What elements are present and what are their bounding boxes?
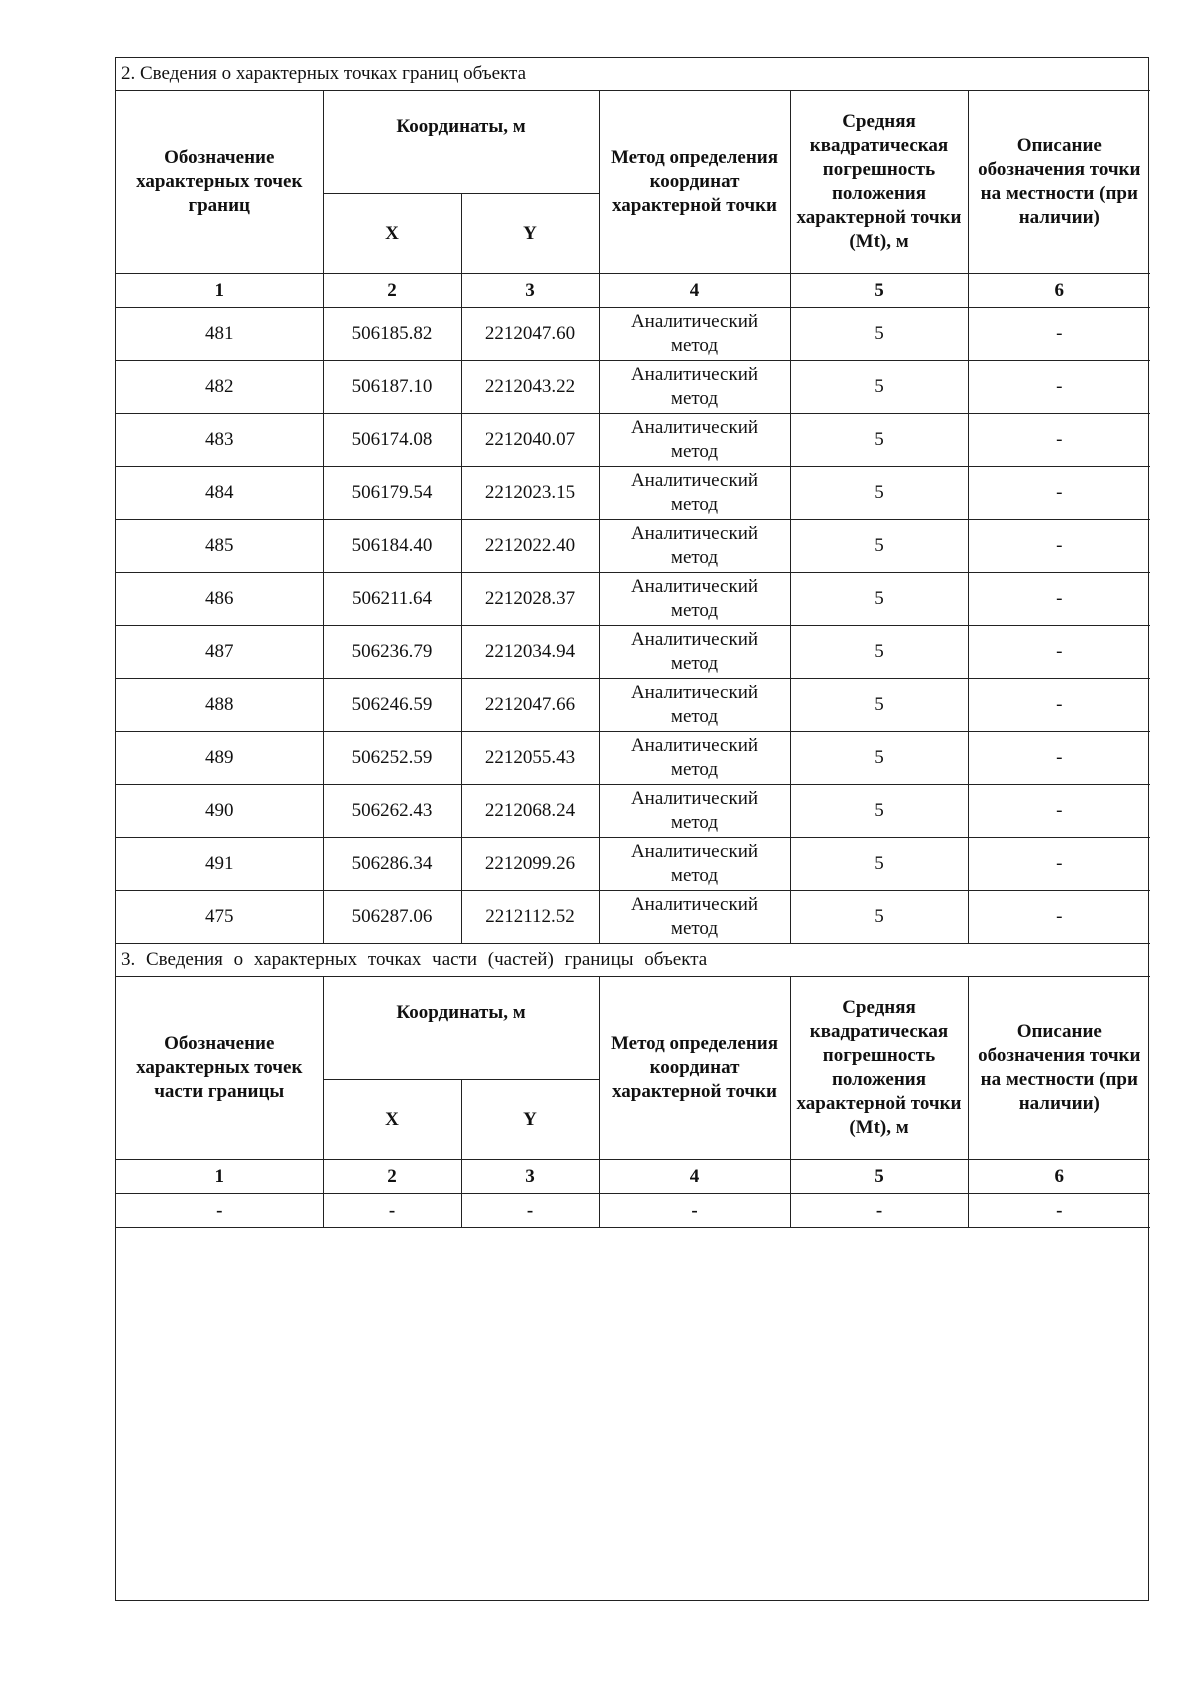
description: - (968, 785, 1150, 838)
column-number: 1 (116, 1160, 323, 1194)
header-method: Метод определения координат характерной точки (599, 91, 790, 274)
header-coordinates: Координаты, м (323, 91, 599, 194)
error-value: 5 (790, 891, 968, 944)
description: - (968, 679, 1150, 732)
description: - (968, 414, 1150, 467)
header-error: Средняя квадратическая погрешность положения характерной точки (Mt), м (790, 91, 968, 274)
empty-cell: - (323, 1194, 461, 1228)
section3-column-numbers (116, 1160, 1150, 1194)
column-number: 4 (599, 274, 790, 308)
method (599, 414, 790, 467)
description: - (968, 308, 1150, 361)
y-coordinate: 2212099.26 (461, 838, 599, 891)
header-coordinates: Координаты, м (323, 977, 599, 1080)
y-coordinate: 2212040.07 (461, 414, 599, 467)
x-coordinate: 506211.64 (323, 573, 461, 626)
point-id: 483 (116, 414, 323, 467)
x-coordinate: 506262.43 (323, 785, 461, 838)
error-value: 5 (790, 573, 968, 626)
header-y: Y (461, 1080, 599, 1160)
error-value: 5 (790, 361, 968, 414)
y-coordinate: 2212023.15 (461, 467, 599, 520)
method (599, 785, 790, 838)
section2-title-row (116, 58, 1150, 91)
y-coordinate: 2212055.43 (461, 732, 599, 785)
table-row (116, 361, 1150, 414)
table-row (116, 414, 1150, 467)
method-line-1: Аналитический (630, 735, 759, 756)
method (599, 838, 790, 891)
error-value: 5 (790, 838, 968, 891)
method (599, 732, 790, 785)
points-table (116, 58, 1150, 1228)
table-row (116, 308, 1150, 361)
column-number: 6 (968, 274, 1150, 308)
y-coordinate: 2212047.66 (461, 679, 599, 732)
point-id: 491 (116, 838, 323, 891)
x-coordinate: 506184.40 (323, 520, 461, 573)
method-line-2: метод (670, 494, 719, 515)
description: - (968, 573, 1150, 626)
section3-title-row (116, 944, 1150, 977)
method-line-1: Аналитический (630, 841, 759, 862)
point-id: 484 (116, 467, 323, 520)
header-method: Метод определения координат характерной точки (599, 977, 790, 1160)
y-coordinate: 2212022.40 (461, 520, 599, 573)
y-coordinate: 2212028.37 (461, 573, 599, 626)
error-value: 5 (790, 308, 968, 361)
method-line-2: метод (670, 335, 719, 356)
y-coordinate: 2212047.60 (461, 308, 599, 361)
table-row (116, 520, 1150, 573)
method-line-1: Аналитический (630, 417, 759, 438)
column-number: 2 (323, 274, 461, 308)
point-id: 482 (116, 361, 323, 414)
method-line-1: Аналитический (630, 364, 759, 385)
description: - (968, 626, 1150, 679)
section3-empty-row (116, 1194, 1150, 1228)
method-line-1: Аналитический (630, 629, 759, 650)
error-value: 5 (790, 520, 968, 573)
method (599, 626, 790, 679)
error-value: 5 (790, 467, 968, 520)
method (599, 308, 790, 361)
column-number: 5 (790, 1160, 968, 1194)
table-row (116, 785, 1150, 838)
point-id: 475 (116, 891, 323, 944)
error-value: 5 (790, 785, 968, 838)
header-x: X (323, 194, 461, 274)
column-number: 6 (968, 1160, 1150, 1194)
error-value: 5 (790, 679, 968, 732)
method-line-1: Аналитический (630, 523, 759, 544)
method-line-1: Аналитический (630, 788, 759, 809)
method-line-2: метод (670, 812, 719, 833)
table-row (116, 467, 1150, 520)
x-coordinate: 506246.59 (323, 679, 461, 732)
table-row (116, 573, 1150, 626)
header-y: Y (461, 194, 599, 274)
error-value: 5 (790, 626, 968, 679)
document-frame (115, 57, 1149, 1601)
point-id: 481 (116, 308, 323, 361)
x-coordinate: 506252.59 (323, 732, 461, 785)
column-number: 3 (461, 274, 599, 308)
point-id: 489 (116, 732, 323, 785)
method-line-1: Аналитический (630, 894, 759, 915)
method-line-2: метод (670, 918, 719, 939)
x-coordinate: 506174.08 (323, 414, 461, 467)
section3-header-row (116, 977, 1150, 1080)
table-row (116, 732, 1150, 785)
description: - (968, 732, 1150, 785)
method-line-2: метод (670, 653, 719, 674)
header-description: Описание обозначения точки на местности (при наличии) (968, 91, 1150, 274)
x-coordinate: 506179.54 (323, 467, 461, 520)
y-coordinate: 2212043.22 (461, 361, 599, 414)
description: - (968, 361, 1150, 414)
method-line-2: метод (670, 441, 719, 462)
column-number: 2 (323, 1160, 461, 1194)
method (599, 679, 790, 732)
description: - (968, 520, 1150, 573)
empty-cell: - (968, 1194, 1150, 1228)
method (599, 573, 790, 626)
method (599, 361, 790, 414)
header-x: X (323, 1080, 461, 1160)
section2-column-numbers (116, 274, 1150, 308)
method (599, 520, 790, 573)
method (599, 891, 790, 944)
empty-cell: - (116, 1194, 323, 1228)
point-id: 490 (116, 785, 323, 838)
method-line-2: метод (670, 759, 719, 780)
method-line-1: Аналитический (630, 576, 759, 597)
method-line-1: Аналитический (630, 682, 759, 703)
description: - (968, 467, 1150, 520)
header-point-designation: Обозначение характерных точек границ (116, 91, 323, 274)
point-id: 486 (116, 573, 323, 626)
method-line-2: метод (670, 600, 719, 621)
table-row (116, 838, 1150, 891)
header-description: Описание обозначения точки на местности (при наличии) (968, 977, 1150, 1160)
column-number: 3 (461, 1160, 599, 1194)
y-coordinate: 2212112.52 (461, 891, 599, 944)
method (599, 467, 790, 520)
empty-cell: - (599, 1194, 790, 1228)
point-id: 488 (116, 679, 323, 732)
method-line-2: метод (670, 865, 719, 886)
y-coordinate: 2212068.24 (461, 785, 599, 838)
error-value: 5 (790, 414, 968, 467)
empty-cell: - (790, 1194, 968, 1228)
table-row (116, 891, 1150, 944)
method-line-1: Аналитический (630, 311, 759, 332)
column-number: 4 (599, 1160, 790, 1194)
description: - (968, 838, 1150, 891)
point-id: 487 (116, 626, 323, 679)
description: - (968, 891, 1150, 944)
section2-header-row (116, 91, 1150, 194)
section3-title: 3. Сведения о характерных точках части (частей) границы объекта (116, 944, 1150, 977)
section2-title: 2. Сведения о характерных точках границ объекта (116, 58, 1150, 91)
x-coordinate: 506185.82 (323, 308, 461, 361)
x-coordinate: 506286.34 (323, 838, 461, 891)
method-line-2: метод (670, 706, 719, 727)
column-number: 5 (790, 274, 968, 308)
y-coordinate: 2212034.94 (461, 626, 599, 679)
method-line-1: Аналитический (630, 470, 759, 491)
empty-cell: - (461, 1194, 599, 1228)
table-row (116, 626, 1150, 679)
point-id: 485 (116, 520, 323, 573)
x-coordinate: 506287.06 (323, 891, 461, 944)
error-value: 5 (790, 732, 968, 785)
table-row (116, 679, 1150, 732)
column-number: 1 (116, 274, 323, 308)
x-coordinate: 506187.10 (323, 361, 461, 414)
method-line-2: метод (670, 388, 719, 409)
x-coordinate: 506236.79 (323, 626, 461, 679)
header-error: Средняя квадратическая погрешность положения характерной точки (Mt), м (790, 977, 968, 1160)
method-line-2: метод (670, 547, 719, 568)
header-point-designation: Обозначение характерных точек части границы (116, 977, 323, 1160)
